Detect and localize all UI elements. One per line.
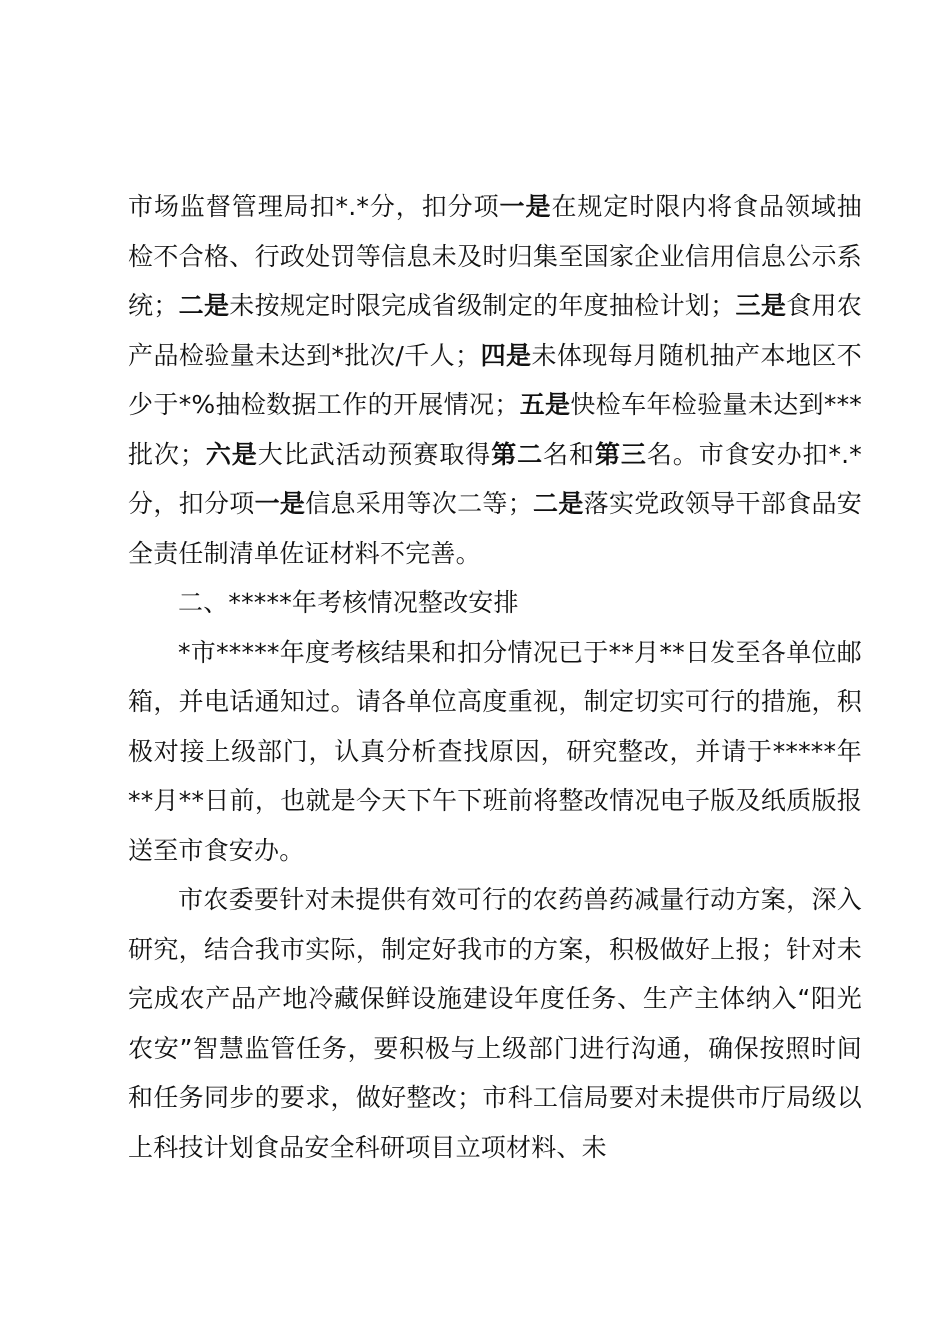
text-run: 落实党政领导干部食品安全责任制清单佐证材料不完善。 [128, 489, 863, 568]
heading-text: 二、*****年考核情况整改安排 [178, 588, 519, 617]
text-run: 名。市食安办扣*.*分，扣分项 [128, 439, 862, 518]
paragraph-notice [128, 628, 862, 876]
text-run: 未体现每月随机抽产本地区不少于*%抽检数据工作的开展情况； [128, 340, 862, 419]
document-body [128, 182, 862, 1172]
bold-text-run: 五是 [519, 390, 571, 419]
bold-text-run: 二是 [532, 489, 584, 518]
section-heading [128, 578, 862, 628]
text-run: 快检车年检验量未达到***批次； [128, 390, 862, 469]
bold-text-run: 六是 [205, 439, 258, 469]
text-run: 在规定时限内将食品领域抽检不合格、行政处罚等信息未及时归集至国家企业信用信息公示系统； [128, 192, 862, 320]
text-run: 食用农产品检验量未达到*批次/千人； [128, 291, 862, 370]
text-run: 大比武活动预赛取得 [257, 439, 492, 469]
bold-text-run: 第三 [594, 439, 647, 469]
text-run: 未按规定时限完成省级制定的年度抽检计划； [229, 291, 736, 320]
text-run: *市*****年度考核结果和扣分情况已于**月**日发至各单位邮箱，并电话通知过。请各单位高度重视，制定切实可行的措施，积极对接上级部门，认真分析查找原因，研究整改，并请于*****年**月**日前，也就是今天下午下班前将整改情况电子版及纸质版报送至市食安办。 [128, 637, 862, 865]
text-run: 市农委要针对未提供有效可行的农药兽药减量行动方案，深入研究，结合我市实际，制定好我市的方案，积极做好上报；针对未完成农产品产地冷藏保鲜设施建设年度任务、生产主体纳入“阳光农安”智慧监管任务，要积极与上级部门进行沟通，确保按照时间和任务同步的要求，做好整改；市科工信局要对未提供市厅局级以上科技计划食品安全科研项目立项材料、未 [128, 885, 862, 1162]
bold-text-run: 一是 [499, 192, 552, 221]
bold-text-run: 第二 [491, 439, 544, 469]
bold-text-run: 四是 [480, 340, 532, 370]
paragraph-deductions [128, 182, 862, 578]
bold-text-run: 二是 [178, 291, 230, 320]
bold-text-run: 三是 [735, 291, 787, 320]
paragraph-rectification [128, 875, 862, 1172]
text-run: 信息采用等次二等； [305, 489, 533, 518]
text-run: 市场监督管理局扣*.*分，扣分项 [128, 192, 500, 221]
bold-text-run: 一是 [254, 489, 306, 518]
text-run: 名和 [543, 439, 595, 469]
